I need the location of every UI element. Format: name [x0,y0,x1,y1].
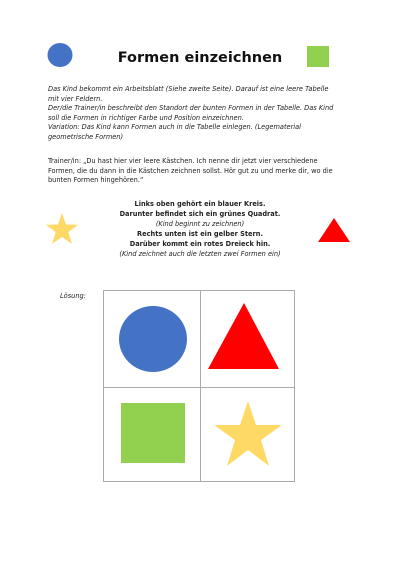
grid-cell-bottom-right [200,387,296,483]
intro-line: Variation: Das Kind kann Formen auch in die Tabelle einlegen. (Legematerial [48,123,301,132]
intro-line: Der/die Trainer/in beschreibt den Standort der bunten Formen in der Tabelle. Das Kind [48,104,334,113]
trainer-line: bunten Formen hingehören.“ [48,176,144,185]
intro-line: mit vier Feldern. [48,94,103,103]
blue-circle-icon [104,291,200,387]
intro-paragraph [48,85,368,143]
solution-label: Lösung: [60,292,86,300]
trainer-line: Formen, die du dann in die Kästchen zeichnen sollst. Hör gut zu und merke dir, wo die [48,166,333,175]
intro-line: soll die Formen in richtiger Farbe und Position einzeichnen. [48,113,244,122]
trainer-line: Trainer/in: „Du hast hier vier leere Kästchen. Ich nenne dir jetzt vier verschiedene [48,157,318,165]
page-title: Formen einzeichnen [117,50,283,66]
intro-line: Das Kind bekommt ein Arbeitsblatt (Siehe zweite Seite). Darauf ist eine leere Tabelle [48,85,329,93]
instruction-line: Rechts unten ist ein gelber Stern. [137,230,263,238]
red-triangle-icon [318,218,350,242]
red-triangle-icon [200,291,296,387]
intro-line: geometrische Formen) [48,132,124,141]
instruction-note: (Kind beginnt zu zeichnen) [155,220,245,228]
solution-grid [103,290,295,482]
grid-cell-bottom-left [104,387,200,483]
yellow-star-icon [200,387,296,483]
instructions-block [90,199,310,259]
grid-cell-top-left [104,291,200,387]
instruction-note: (Kind zeichnet auch die letzten zwei Formen ein) [119,250,281,258]
instruction-line: Darunter befindet sich ein grünes Quadrat. [119,210,281,218]
green-square-icon [104,387,200,483]
trainer-paragraph [48,157,368,186]
instruction-line: Darüber kommt ein rotes Dreieck hin. [129,240,271,248]
grid-cell-top-right [200,291,296,387]
yellow-star-icon [45,212,79,246]
green-square-icon [307,46,329,67]
instruction-line: Links oben gehört ein blauer Kreis. [134,200,266,208]
